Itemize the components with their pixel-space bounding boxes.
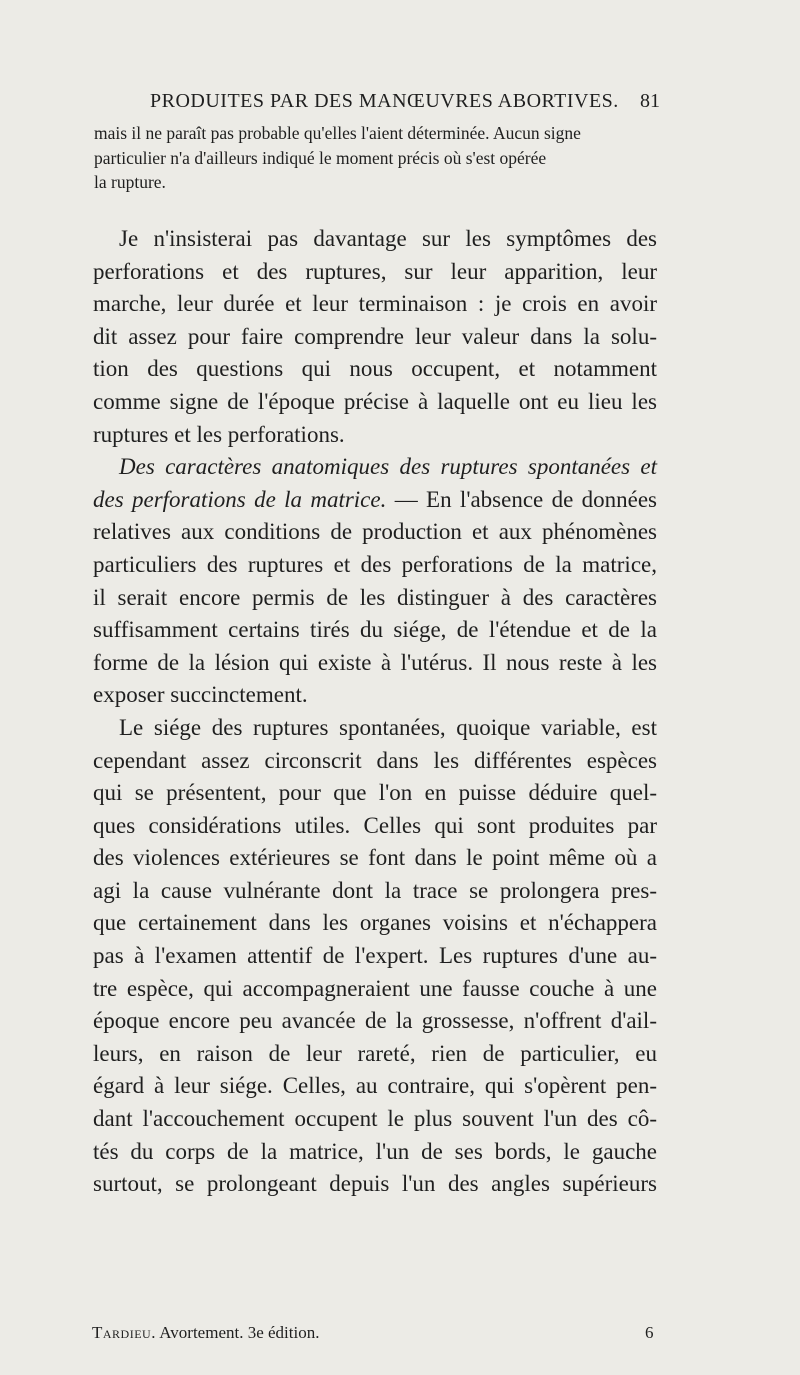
text-line: que certainement dans les organes voisins et n'échappera [93,910,657,936]
text-line: qui se présentent, pour que l'on en puisse déduire quel- [93,780,657,806]
text-line: suffisamment certains tirés du siége, de l'étendue et de la [93,617,657,643]
text-line: particulier n'a d'ailleurs indiqué le moment précis où s'est opérée [94,147,547,168]
text-line: il serait encore permis de les distinguer à des caractères [93,584,657,610]
text-line: pas à l'examen attentif de l'expert. Les ruptures d'une au- [93,943,657,969]
text-line: tion des questions qui nous occupent, et notamment [93,356,657,382]
text-line: cependant assez circonscrit dans les différentes espèces [93,747,657,773]
text-line: Le siége des ruptures spontanées, quoique variable, est [119,714,657,740]
text-line: la rupture. [94,172,166,192]
text-line: leurs, en raison de leur rareté, rien de particulier, eu [93,1040,657,1066]
text-line: perforations et des ruptures, sur leur apparition, leur [93,258,657,284]
text-line [93,484,657,517]
section-heading: Des caractères anatomiques des ruptures spontanées et [119,454,657,480]
section-heading-line [93,451,657,484]
text-line: époque encore peu avancée de la grossesse, n'offrent d'ail- [93,1008,657,1034]
text-run: — En l'absence de données [386,486,657,512]
text-line: Je n'insisterai pas davantage sur les symptômes des [119,226,657,251]
text-line: agi la cause vulnérante dont la trace se prolongera pres- [93,877,657,903]
text-line: ques considérations utiles. Celles qui sont produites par [93,812,657,838]
text-line: relatives aux conditions de production et aux phénomènes [93,519,657,545]
book-title-edition: Avortement. 3e édition. [155,1323,320,1342]
text-line: dant l'accouchement occupent le plus souvent l'un des cô- [93,1106,657,1132]
small-print-paragraph [94,121,654,195]
text-line: ruptures et les perforations. [93,421,345,447]
text-line: surtout, se prolongeant depuis l'un des angles supérieurs [93,1171,657,1197]
text-line: comme signe de l'époque précise à laquelle ont eu lieu les [93,388,657,414]
text-line: tés du corps de la matrice, l'un de ses bords, le gauche [93,1138,657,1164]
section-heading-continued: des perforations de la matrice. [93,486,387,512]
text-line: mais il ne paraît pas probable qu'elles l'aient déterminée. Aucun signe [94,123,581,143]
footer-signature [92,1323,319,1343]
text-line: forme de la lésion qui existe à l'utérus. Il nous reste à les [93,649,657,675]
text-line: égard à leur siége. Celles, au contraire, qui s'opèrent pen- [93,1073,657,1099]
author-name: Tardieu. [92,1323,156,1342]
text-line: dit assez pour faire comprendre leur valeur dans la solu- [93,323,657,349]
text-line: particuliers des ruptures et des perforations de la matrice, [93,551,657,577]
text-line: des violences extérieures se font dans le point même où a [93,845,657,871]
signature-number: 6 [645,1323,654,1342]
text-line: tre espèce, qui accompagneraient une fausse couche à une [93,975,657,1001]
text-line: marche, leur durée et leur terminaison : je crois en avoir [93,291,657,317]
page-number: 81 [640,90,660,112]
body-text [93,223,657,1201]
text-line: exposer succinctement. [93,682,308,708]
running-title: PRODUITES PAR DES MANŒUVRES ABORTIVES. [150,90,619,112]
